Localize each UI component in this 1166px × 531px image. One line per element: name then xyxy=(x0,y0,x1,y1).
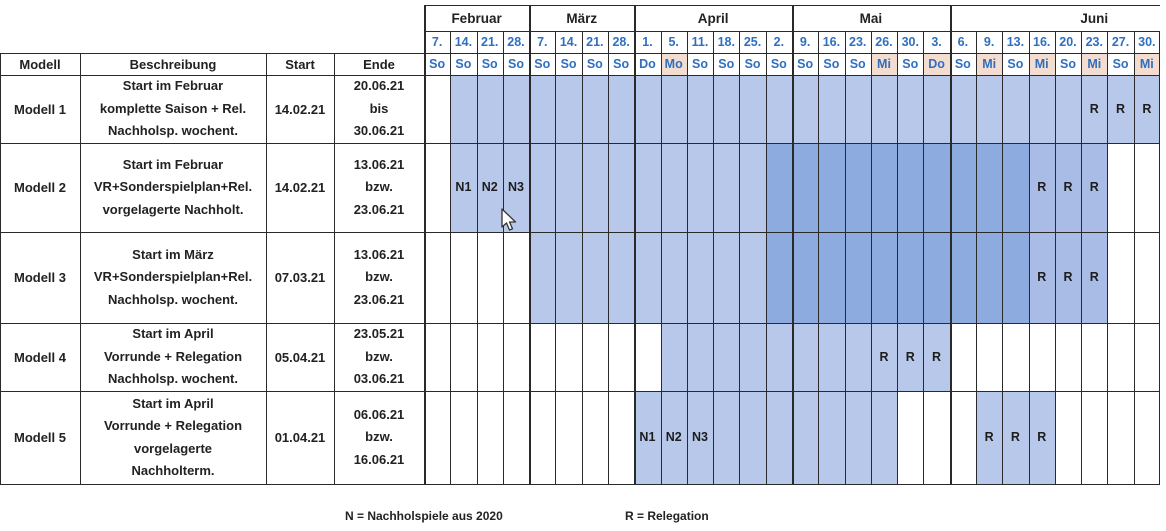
description-line: vorgelagerte xyxy=(133,440,213,456)
month-separator-line xyxy=(634,5,636,484)
weekday-header: So xyxy=(849,56,866,71)
schedule-mark: R xyxy=(1037,430,1047,444)
month-separator-line xyxy=(424,5,426,484)
description-line: Nachholsp. wochent. xyxy=(107,123,238,139)
weekday-header: So xyxy=(481,56,498,71)
date-header: 28. xyxy=(612,34,630,49)
end-date xyxy=(334,75,424,143)
day-column-line xyxy=(871,31,872,484)
weekday-header: So xyxy=(744,56,761,71)
column-header-ende: Ende xyxy=(363,56,395,72)
date-header: 14. xyxy=(559,34,578,49)
end-date xyxy=(334,391,424,484)
date-header: 13. xyxy=(1006,34,1025,49)
date-header: 9. xyxy=(799,34,811,49)
day-column-line xyxy=(503,31,504,484)
schedule-mark: R xyxy=(1089,180,1099,194)
schedule-mark: R xyxy=(1063,270,1073,284)
description-line: VR+Sonderspielplan+Rel. xyxy=(93,269,253,285)
start-date: 05.04.21 xyxy=(274,349,326,365)
weekday-header: So xyxy=(1112,56,1129,71)
schedule-mark: R xyxy=(905,349,915,364)
description-line: Start im März xyxy=(132,246,214,262)
schedule-mark: R xyxy=(1089,270,1099,284)
month-header: Mai xyxy=(859,10,883,26)
day-column-line xyxy=(713,31,714,484)
weekday-header: So xyxy=(797,56,814,71)
row-line xyxy=(0,323,1160,324)
column-header-beschreibung: Beschreibung xyxy=(129,56,217,72)
day-column-line xyxy=(897,31,898,484)
column-line xyxy=(0,53,1,484)
weekday-header: So xyxy=(507,56,524,71)
description-line: komplette Saison + Rel. xyxy=(99,100,247,116)
date-header: 1. xyxy=(642,34,653,49)
schedule-mark: N1 xyxy=(455,180,472,194)
date-header: 6. xyxy=(957,34,969,49)
end-date-line: 23.05.21 xyxy=(353,326,405,342)
weekday-header: Mi xyxy=(1139,56,1154,71)
end-date-line: 13.06.21 xyxy=(353,156,405,172)
column-header-modell: Modell xyxy=(19,56,61,72)
day-column-line xyxy=(845,31,846,484)
weekday-header: So xyxy=(1007,56,1024,71)
model-name: Modell 5 xyxy=(13,430,66,445)
row-line xyxy=(0,484,1160,485)
weekday-header: So xyxy=(823,56,840,71)
weekday-header: So xyxy=(1059,56,1076,71)
mouse-cursor-icon xyxy=(500,208,518,232)
end-date-line: bzw. xyxy=(365,429,393,445)
day-column-line xyxy=(661,31,662,484)
weekday-header: Mo xyxy=(664,56,683,71)
month-header: Juni xyxy=(1080,10,1109,26)
day-column-line xyxy=(1081,31,1082,484)
day-column-line xyxy=(1134,31,1135,484)
date-header: 5. xyxy=(668,34,679,49)
weekday-header: So xyxy=(534,56,551,71)
description-line: Start im April xyxy=(132,395,214,411)
weekday-header: So xyxy=(954,56,971,71)
date-header: 27. xyxy=(1111,34,1130,49)
schedule-mark: R xyxy=(984,430,994,444)
weekday-header: So xyxy=(560,56,577,71)
weekday-header: So xyxy=(718,56,735,71)
month-header: April xyxy=(697,10,729,26)
date-header: 23. xyxy=(1085,34,1103,49)
end-date-line: 23.06.21 xyxy=(353,291,405,307)
date-header: 21. xyxy=(481,34,499,49)
end-date-line: 13.06.21 xyxy=(353,246,405,262)
day-column-line xyxy=(923,31,924,484)
description-line: Start im Februar xyxy=(122,156,224,172)
end-date-line: bzw. xyxy=(365,348,393,364)
row-line xyxy=(0,75,1160,76)
day-column-line xyxy=(450,31,451,484)
weekday-header: Mi xyxy=(877,56,891,71)
row-line xyxy=(0,143,1160,144)
model-name: Modell 2 xyxy=(13,180,66,195)
date-header: 9. xyxy=(983,34,995,49)
model-description xyxy=(80,323,266,391)
description-line: Nachholterm. xyxy=(131,463,215,478)
date-header: 30. xyxy=(1138,34,1156,49)
schedule-mark: N3 xyxy=(507,180,524,194)
date-header: 21. xyxy=(586,34,604,49)
day-column-line xyxy=(976,31,977,484)
description-line: Vorrunde + Relegation xyxy=(103,348,243,364)
description-line: vorgelagerte Nachholt. xyxy=(102,201,244,217)
column-header-start: Start xyxy=(285,56,315,72)
schedule-mark: N2 xyxy=(481,180,498,194)
date-header: 7. xyxy=(431,34,443,49)
weekday-header: So xyxy=(455,56,472,71)
weekday-header: Mi xyxy=(982,56,997,71)
end-date xyxy=(334,232,424,323)
row-line xyxy=(0,232,1160,233)
model-name: Modell 4 xyxy=(13,349,66,365)
weekday-header: So xyxy=(429,56,446,71)
column-line xyxy=(266,53,267,484)
date-header: 3. xyxy=(931,34,942,49)
date-header: 16. xyxy=(822,34,841,49)
date-header: 23. xyxy=(849,34,867,49)
header-top-line xyxy=(0,53,424,54)
start-date: 07.03.21 xyxy=(274,270,326,285)
schedule-mark: R xyxy=(932,349,942,364)
end-date xyxy=(334,323,424,391)
day-column-line xyxy=(555,31,556,484)
end-date-line: bzw. xyxy=(365,269,393,285)
description-line: Start im April xyxy=(132,326,214,342)
end-date-line: bzw. xyxy=(365,179,393,195)
date-header: 11. xyxy=(691,34,709,49)
model-name: Modell 1 xyxy=(13,101,66,117)
date-header: 16. xyxy=(1033,34,1051,49)
day-column-line xyxy=(1107,31,1108,484)
weekday-header: Do xyxy=(639,56,656,71)
weekday-header: So xyxy=(586,56,603,71)
legend-relegation: R = Relegation xyxy=(625,509,709,523)
description-line: Nachholsp. wochent. xyxy=(107,291,238,307)
weekday-header: Do xyxy=(928,56,945,71)
date-header: 30. xyxy=(901,34,919,49)
end-date-line: 30.06.21 xyxy=(353,123,405,139)
shading-band xyxy=(529,232,766,323)
month-separator-line xyxy=(529,5,531,484)
weekday-header: So xyxy=(691,56,708,71)
weekday-header: Mi xyxy=(1087,56,1102,71)
description-line: VR+Sonderspielplan+Rel. xyxy=(93,179,253,195)
start-date: 14.02.21 xyxy=(274,101,326,117)
weekday-header: So xyxy=(770,56,787,71)
schedule-mark: R xyxy=(1010,430,1020,444)
schedule-mark: R xyxy=(1089,101,1099,116)
month-separator-line xyxy=(950,5,952,484)
end-date-line: 20.06.21 xyxy=(353,78,405,94)
description-line: Vorrunde + Relegation xyxy=(103,418,243,433)
date-header: 20. xyxy=(1059,34,1077,49)
day-column-line xyxy=(582,31,583,484)
row-line xyxy=(0,391,1160,392)
date-header: 26. xyxy=(875,34,893,49)
day-column-line xyxy=(739,31,740,484)
day-column-line xyxy=(477,31,478,484)
date-header: 7. xyxy=(537,34,548,49)
weekday-header: Mi xyxy=(1034,56,1049,71)
end-date-line: 23.06.21 xyxy=(353,201,405,217)
date-header: 14. xyxy=(454,34,473,49)
schedule-mark: R xyxy=(879,349,889,364)
schedule-mark: R xyxy=(1037,180,1047,194)
schedule-mark: N3 xyxy=(691,430,708,444)
day-column-line xyxy=(1159,31,1160,484)
schedule-mark: R xyxy=(1142,101,1152,116)
end-date xyxy=(334,143,424,232)
schedule-mark: R xyxy=(1116,101,1126,116)
day-column-line xyxy=(1002,31,1003,484)
schedule-mark: R xyxy=(1063,180,1073,194)
column-line xyxy=(334,53,335,484)
schedule-mark: N2 xyxy=(665,430,682,444)
end-date-line: 03.06.21 xyxy=(353,371,405,387)
schedule-mark: R xyxy=(1037,270,1047,284)
month-header: Februar xyxy=(451,10,502,26)
model-name: Modell 3 xyxy=(13,270,66,285)
model-description xyxy=(80,391,266,484)
end-date-line: 06.06.21 xyxy=(353,406,405,422)
date-header: 2. xyxy=(773,34,785,49)
day-column-line xyxy=(1029,31,1030,484)
model-description xyxy=(80,75,266,143)
shading-band xyxy=(450,75,1160,143)
description-line: Nachholsp. wochent. xyxy=(107,371,238,387)
start-date: 14.02.21 xyxy=(274,180,326,195)
day-column-line xyxy=(766,31,767,484)
month-separator-line xyxy=(792,5,794,484)
day-column-line xyxy=(818,31,819,484)
model-description xyxy=(80,232,266,323)
date-header: 28. xyxy=(507,34,525,49)
legend-nachholspiele: N = Nachholspiele aus 2020 xyxy=(345,509,503,523)
start-date: 01.04.21 xyxy=(274,430,326,445)
description-line: Start im Februar xyxy=(122,78,224,94)
weekday-header: So xyxy=(613,56,630,71)
weekday-header: So xyxy=(902,56,919,71)
column-line xyxy=(80,53,81,484)
day-column-line xyxy=(1055,31,1056,484)
month-header: März xyxy=(566,10,598,26)
schedule-mark: N1 xyxy=(639,430,656,444)
end-date-line: 16.06.21 xyxy=(353,451,405,467)
model-description xyxy=(80,143,266,232)
end-date-line: bis xyxy=(369,100,389,116)
date-header: 18. xyxy=(717,34,735,49)
day-column-line xyxy=(608,31,609,484)
day-column-line xyxy=(687,31,688,484)
date-header: 25. xyxy=(743,34,762,49)
